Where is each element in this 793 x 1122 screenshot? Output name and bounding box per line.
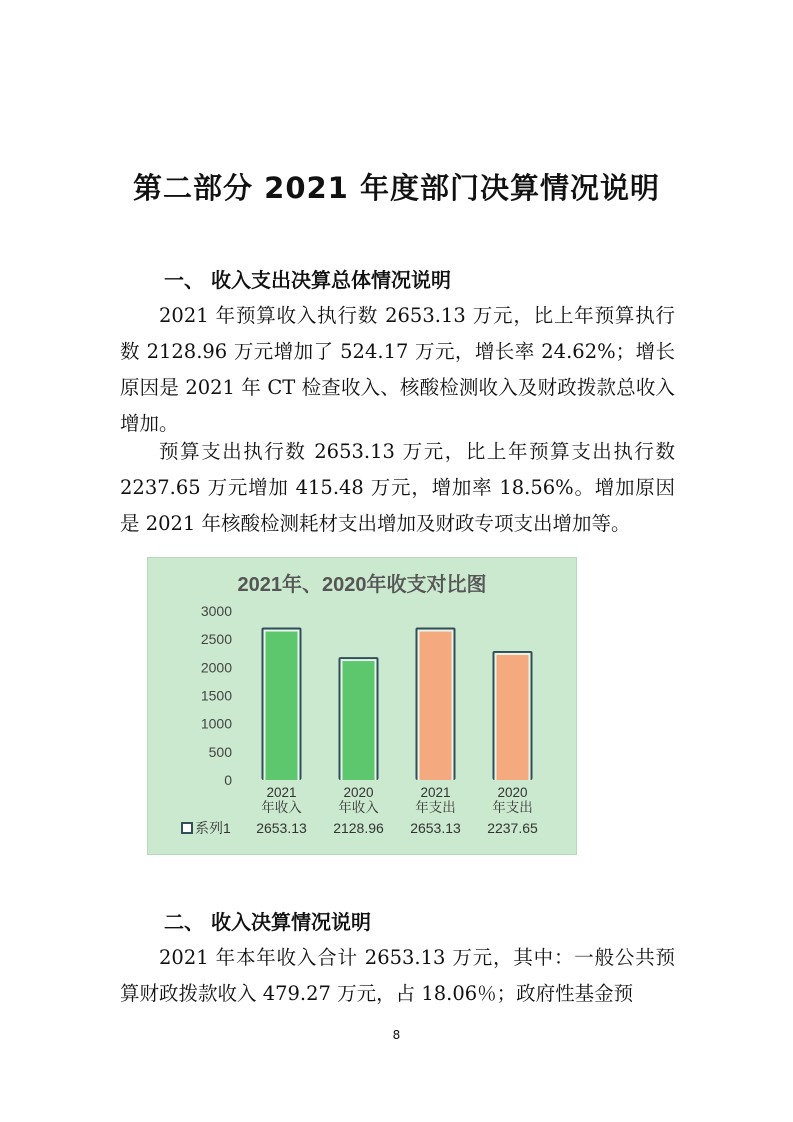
data-table-value: 2653.13 <box>410 820 461 836</box>
income-expense-chart <box>147 557 577 855</box>
chart-canvas <box>148 558 576 854</box>
y-tick-label: 0 <box>224 772 232 788</box>
x-tick-label: 2021 年支出 <box>415 785 456 815</box>
y-tick-label: 500 <box>208 743 232 760</box>
bar <box>497 655 529 780</box>
x-tick-label: 2020 年支出 <box>492 785 533 815</box>
section-heading-income: 二、 收入决算情况说明 <box>164 910 371 934</box>
legend-label: 系列1 <box>195 820 231 836</box>
page-title: 第二部分 2021 年度部门决算情况说明 <box>133 171 660 205</box>
bar <box>266 632 298 780</box>
section-heading-income-expense: 一、 收入支出决算总体情况说明 <box>164 268 451 292</box>
y-tick-label: 2000 <box>200 659 232 676</box>
y-tick-label: 2500 <box>200 631 232 648</box>
y-tick-label: 1500 <box>200 687 232 704</box>
data-table-value: 2653.13 <box>256 820 307 836</box>
y-tick-label: 1000 <box>200 715 232 732</box>
x-tick-label: 2021 年收入 <box>261 785 302 815</box>
bar <box>420 632 452 780</box>
legend-key <box>182 823 192 833</box>
data-table-value: 2237.65 <box>487 820 538 836</box>
y-tick-label: 3000 <box>200 603 232 619</box>
paragraph-income-summary: 2021 年预算收入执行数 2653.13 万元，比上年预算执行数 2128.96 万元增加了 524.17 万元，增长率 24.62%；增长原因是 2021 年 CT 检查收入、核酸检测收入及财政拨款总收入增加。 <box>120 304 675 435</box>
paragraph-expense-summary: 预算支出执行数 2653.13 万元，比上年预算支出执行数 2237.65 万元增加 415.48 万元，增加率 18.56%。增加原因是 2021 年核酸检测耗材支出增加及财政专项支出增加等。 <box>120 440 675 535</box>
x-tick-label: 2020 年收入 <box>338 785 379 815</box>
page-number: 8 <box>392 1028 401 1042</box>
chart-title: 2021年、2020年收支对比图 <box>237 574 487 596</box>
bar <box>343 661 375 780</box>
paragraph-income-detail: 2021 年本年收入合计 2653.13 万元，其中：一般公共预算财政拨款收入 479.27 万元，占 18.06％；政府性基金预 <box>120 946 675 1005</box>
data-table-value: 2128.96 <box>333 820 384 836</box>
